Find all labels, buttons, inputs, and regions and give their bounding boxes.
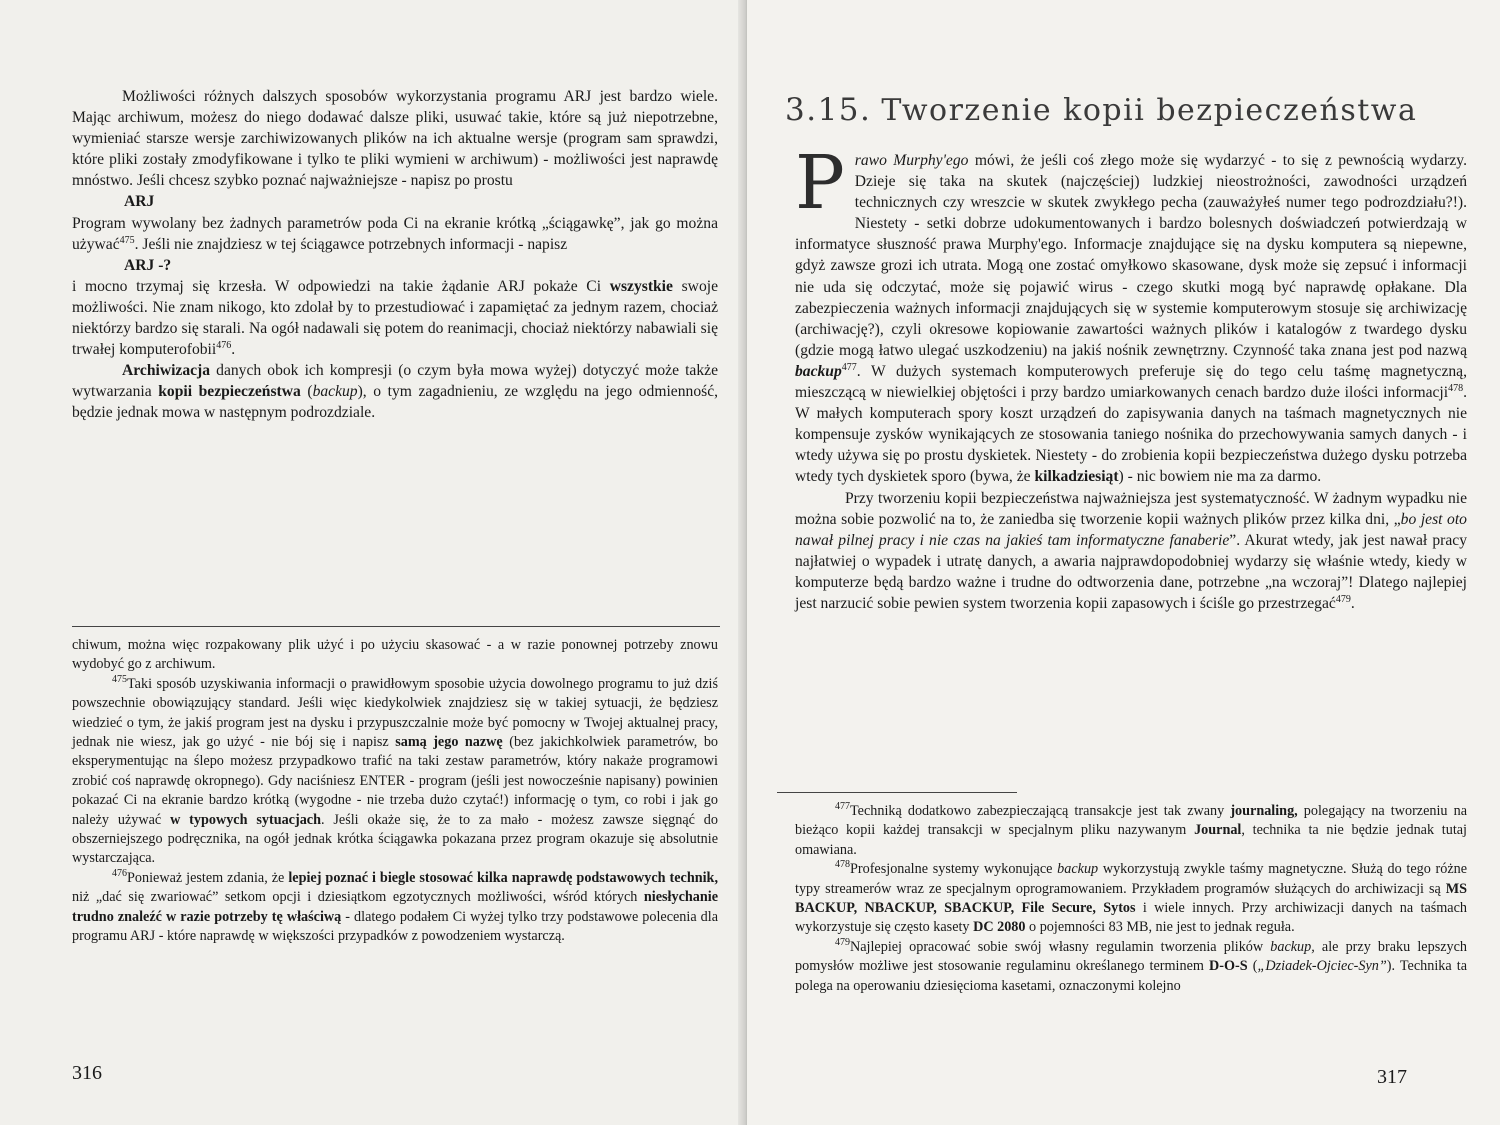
- footnote-continuation: [72, 636, 718, 675]
- drop-cap: P: [795, 140, 845, 226]
- right-page: [747, 0, 1500, 1125]
- text: chiwum, można więc rozpakowany plik użyć i po użyciu skasować - a w razie ponownej potrzeby znowu wydobyć go z archiwum.: [72, 637, 718, 673]
- bold-text: wszystkie: [609, 277, 673, 295]
- text: mówi, że jeśli coś złego może się wydarzyć - to się z pewnością wydarzy. Dzieje się taka na skutek (najczęściej) ludzkiej nieostrożności, zawodności urządzeń technicznych czy wreszcie w skutek zwykłego pecha (zauważyłeś numer tego podrozdziału?!). Niestety - setki dobrze udokumentowanych i bardzo bolesnych doświadczeń potwierdzają w informatyce słuszność prawa Murphy'ego. Informacje znajdujące się na dysku komputera są niepewne, gdyż zawsze grozi ich utrata. Mogą one zostać omyłkowo skasowane, dysk może się zepsuć i informacji nie uda się odczytać, może się pojawić wirus - czego skutki mogą być naprawdę opłakane. Dla zabezpieczenia ważnych informacji znajdujących się w systemie komputerowym stosuje się archiwizację (archiwację?), czyli okresowe kopiowanie zawartości ważnych plików i katalogów z twardego dysku (gdzie mogą łatwo ulegać uszkodzeniu) na jakiś nośnik zewnętrzny. Czynność taka znana jest pod nazwą: [795, 152, 1467, 359]
- bold-text: Archiwizacja: [122, 362, 211, 380]
- bold-text: D-O-S: [1209, 958, 1248, 975]
- footnote-478: [795, 860, 1467, 938]
- italic-text: rawo Murphy'ego: [854, 152, 969, 169]
- text: Profesjonalne systemy wykonujące: [850, 861, 1058, 878]
- italic-text: „Dziadek-Ojciec-Syn”: [1257, 958, 1387, 975]
- text: danych obok ich kompresji (o czym była mowa wyżej) dotyczyć może także wytwarzania: [72, 362, 718, 401]
- bold-text: journaling,: [1230, 803, 1298, 819]
- left-footnotes: [72, 636, 718, 947]
- right-body-text: [795, 140, 1467, 614]
- footnote-475: [72, 675, 718, 869]
- footnote-number: 478: [835, 859, 850, 871]
- bold-text: kopii bezpieczeństwa: [158, 383, 301, 401]
- footnote-ref-478: 478: [1448, 383, 1464, 395]
- bold-text: w typowych sytuacjach: [170, 811, 321, 828]
- text: ) - nic bowiem nie ma za darmo.: [1118, 468, 1322, 486]
- footnote-479: [795, 938, 1467, 996]
- text: i wiele innych. Przy archiwizacji danych na taśmach wykorzystuje się często kasety: [795, 900, 1467, 936]
- text: ), o tym zagadnieniu, ze względu na jego odmienność, będzie jednak mowa w następnym podrozdziale.: [72, 383, 719, 422]
- right-paragraph-1: [795, 140, 1467, 488]
- footnote-number: 479: [835, 936, 850, 948]
- bold-text: niesłychanie trudno znaleźć w razie potrzeby tę właściwą: [72, 889, 718, 925]
- bold-text: DC 2080: [973, 919, 1026, 936]
- left-paragraph-4: [72, 360, 718, 423]
- footnote-ref-476: 476: [216, 340, 232, 352]
- text: Najlepiej opracować sobie swój własny regulamin tworzenia plików: [850, 938, 1271, 955]
- text: Taki sposób uzyskiwania informacji o prawidłowym sposobie użycia dowolnego programu to już dziś powszechnie obowiązujący standard. Jeśli więc kiedykolwiek znajdziesz się w takiej sytuacji, że będziesz wiedzieć o tym, że jakiś program jest na dysku i przypuszczalnie może być pomocny w Twojej aktualnej pracy, jednak nie wiesz, jak go użyć - nie bój się i napisz: [72, 675, 718, 751]
- footnote-477: [795, 802, 1467, 860]
- italic-text: backup: [1057, 861, 1099, 878]
- text: .: [1350, 594, 1355, 612]
- page-number-right: 317: [1377, 1066, 1407, 1088]
- text: . W małych komputerach spory koszt urządzeń do zapisywania danych na taśmach magnetycznych nie kompensuje zysków wynikających ze stosowania taniego nośnika do przechowywania samych danych - i wtedy używa się po prostu dyskietek. Niestety - do zrobienia kopii bezpieczeństwa dużego dysku potrzeba wtedy tych dyskietek sporo (bywa, że: [795, 384, 1467, 486]
- text: (: [300, 383, 313, 401]
- code-text: ARJ -?: [124, 256, 172, 274]
- bold-text: kilkadziesiąt: [1034, 468, 1119, 486]
- left-paragraph-3: [72, 276, 718, 360]
- text: (bez jakichkolwiek parametrów, bo eksperymentując na ślepo możesz przypadkowo trafić na taki zestaw parametrów, który nakaże programowi zrobić coś naprawdę okropnego). Gdy naciśniesz ENTER - program (jeśli jest nowocześnie napisany) powinien pokazać Ci na ekranie bardzo krótką (wygodne - nie trzeba dużo czytać!) informację o tym, co robi i jak go należy używać: [72, 734, 719, 828]
- bold-text: samą jego nazwę: [395, 734, 503, 751]
- command-arj: [72, 191, 718, 212]
- italic-text: backup,: [1270, 938, 1315, 955]
- footnote-number: 476: [112, 867, 127, 879]
- section-number: 3.15.: [785, 92, 872, 128]
- bold-text: MS BACKUP, NBACKUP, SBACKUP, File Secure, Sytos: [795, 880, 1467, 917]
- italic-text: bo jest oto nawał pilnej pracy i nie czas na jakieś tam informatyczne fanaberie: [795, 510, 1467, 549]
- text: Program wywolany bez żadnych parametrów poda Ci na ekranie krótką „ściągawkę”, jak go można używać: [72, 214, 718, 253]
- text: . W dużych systemach komputerowych preferuje się do tego celu taśmę magnetyczną, mieszczącą w niewielkiej objętości i przy bardzo umiarkowanych cenach bardzo duże ilości informacji: [795, 362, 1467, 402]
- footnote-ref-479: 479: [1335, 593, 1351, 605]
- text: polegający na tworzeniu na bieżąco kopii każdej transakcji w specjalnym pliku nazywanym: [795, 803, 1467, 839]
- footnote-476: [72, 869, 718, 947]
- left-paragraph-1: [72, 86, 718, 191]
- text: Możliwości różnych dalszych sposobów wykorzystania programu ARJ jest bardzo wiele. Mając archiwum, możesz do niego dodawać dalsze pliki, usuwać takie, które są już niepotrzebne, wymieniać starsze wersje zarchiwizowanych plików na ich aktualne wersje (program sam sprawdzi, które pliki zostały zmodyfikowane i tylko te pliki wymieni w archiwum) - możliwości jest naprawdę mnóstwo. Jeśli chcesz szybko poznać najważniejsze - napisz po prostu: [72, 88, 718, 190]
- text: Techniką dodatkowo zabezpieczającą transakcje jest tak zwany: [850, 803, 1231, 819]
- footnote-ref-477: 477: [841, 361, 857, 373]
- section-title: Tworzenie kopii bezpieczeństwa: [881, 93, 1418, 128]
- footnote-separator: [777, 792, 1017, 793]
- footnote-separator: [72, 626, 720, 627]
- left-paragraph-2: [72, 213, 718, 255]
- code-text: ARJ: [124, 193, 155, 211]
- text: i mocno trzymaj się krzesła. W odpowiedzi na takie żądanie ARJ pokaże Ci: [72, 277, 610, 295]
- right-paragraph-2: [795, 488, 1467, 615]
- left-page: [0, 0, 745, 1125]
- italic-text: backup: [312, 383, 358, 401]
- text: swoje możliwości. Nie znam nikogo, kto zdolał by to przestudiować i zapamiętać za jednym razem, chociaż niektórzy bardzo się starali. Na ogół nadawali się potem do reanimacji, chociaż niektórzy nabawiali się trwałej komputerofobii: [72, 277, 718, 359]
- text: . Jeśli nie znajdziesz w tej ściągawce potrzebnych informacji - napisz: [134, 235, 568, 253]
- text: ”. Akurat wtedy, jak jest nawał pracy najłatwiej o wypadek i utratę danych, a awaria najprawdopodobniej wydarzy się właśnie wtedy, kiedy w komputerze będą bardzo ważne i trudne do odtworzenia dane, potrzebne „na wczoraj”! Dlatego najlepiej jest narzucić sobie pewien system tworzenia kopii zapasowych i ściśle go przestrzegać: [795, 531, 1467, 612]
- text: ale przy braku lepszych pomysłów możliwe jest stosowanie regulaminu określanego terminem: [795, 938, 1467, 975]
- footnote-number: 477: [835, 801, 850, 812]
- text: ). Technika ta polega na operowaniu dziesięcioma kasetami, oznaczonymi kolejno: [795, 958, 1467, 994]
- section-heading: [785, 92, 1475, 128]
- page-number-left: 316: [72, 1062, 102, 1084]
- text: Przy tworzeniu kopii bezpieczeństwa najważniejsza jest systematyczność. W żadnym wypadku nie można sobie pozwolić na to, że zaniedba się tworzenie kopii ważnych plików przez kilka dni, „: [795, 489, 1467, 528]
- text: Ponieważ jestem zdania, że: [127, 869, 289, 886]
- text: .: [231, 341, 236, 359]
- right-footnotes: [795, 802, 1467, 996]
- left-body-text: [72, 86, 718, 424]
- text: - dlatego podałem Ci wyżej tylko trzy podstawowe polecenia dla programu ARJ - które naprawdę w większości przypadków z powodzeniem wystarczą.: [72, 908, 719, 945]
- command-arj-help: [72, 255, 718, 276]
- footnote-ref-475: 475: [119, 234, 135, 246]
- bold-text: lepiej poznać i biegle stosować kilka naprawdę podstawowych technik,: [288, 869, 718, 886]
- bold-italic-text: backup: [795, 362, 842, 380]
- text: o pojemności 83 MB, nie jest to jednak reguła.: [1025, 919, 1295, 936]
- text: . Jeśli okaże się, że to za mało - możesz zawsze sięgnąć do obszerniejszego podręcznika, na ogół jednak krótka ściągawka pokazana przez program okazuje się absolutnie wystarczająca.: [72, 811, 718, 867]
- text: (: [1247, 958, 1258, 975]
- text: wykorzystują zwykle taśmy magnetyczne. Służą do tego różne typy streamerów wraz ze specjalnym oprogramowaniem. Przykładem programów służących do archiwizacji są: [795, 861, 1468, 897]
- footnote-number: 475: [112, 673, 127, 685]
- text: , technika ta nie będzie jednak tutaj omawiana.: [795, 822, 1467, 858]
- bold-text: Journal: [1194, 822, 1242, 839]
- text: niż „dać się zwariować” setkom opcji i dziesiątkom egzotycznych możliwości, wśród których: [72, 889, 644, 906]
